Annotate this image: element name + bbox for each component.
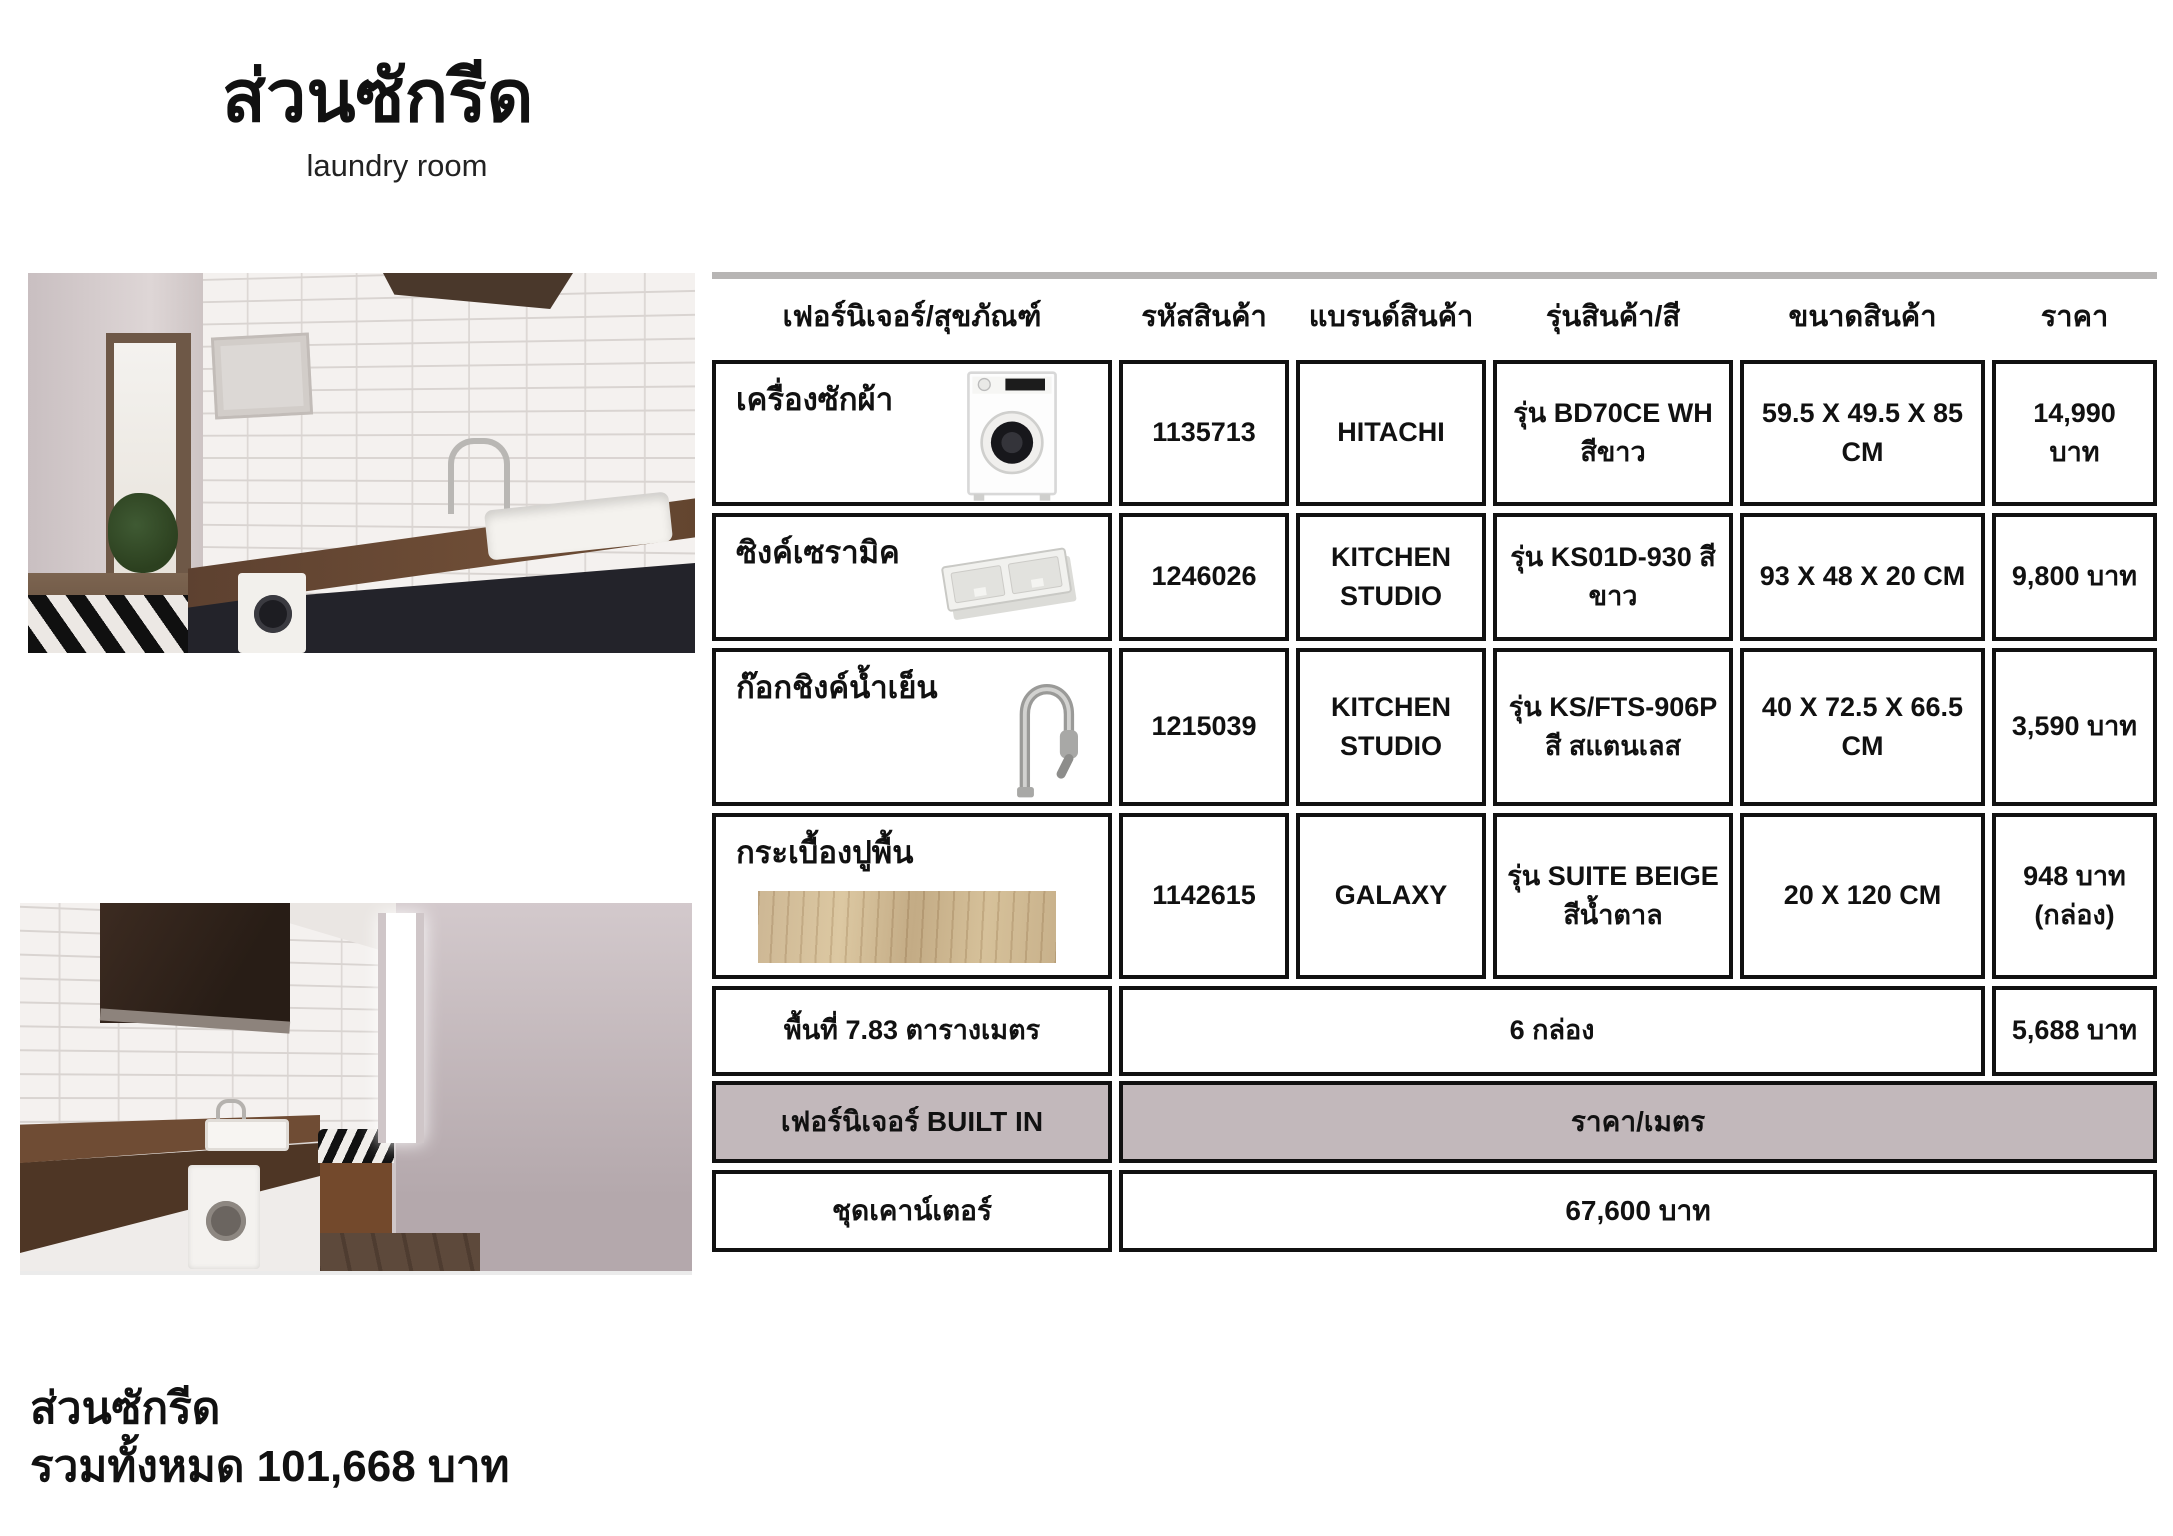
totals-block [30, 1380, 510, 1496]
table-top-bar [712, 272, 2157, 279]
price-cell: 3,590 บาท [1992, 648, 2157, 806]
plain-wall [396, 903, 692, 1271]
table-row [712, 513, 2157, 641]
ceramic-sink-image [931, 539, 1091, 636]
item-cell [712, 360, 1112, 506]
model-cell: รุ่น KS/FTS-906P สี สแตนเลส [1493, 648, 1733, 806]
sink-faucet-image [1004, 660, 1082, 811]
floor-tile-image [758, 891, 1056, 963]
size-cell: 93 X 48 X 20 CM [1740, 513, 1985, 641]
built-in-header-item: เฟอร์นิเจอร์ BUILT IN [712, 1081, 1112, 1163]
header-price: ราคา [2040, 301, 2109, 333]
window-frame [378, 913, 424, 1143]
size-cell: 40 X 72.5 X 66.5 CM [1740, 648, 1985, 806]
totals-amount: รวมทั้งหมด 101,668 บาท [30, 1442, 510, 1492]
laundry-room-photo-top [28, 273, 695, 653]
price-cell: 5,688 บาท [1992, 986, 2157, 1076]
small-sink [205, 1119, 289, 1151]
built-in-price-cell: 67,600 บาท [1119, 1170, 2157, 1252]
size-cell: 20 X 120 CM [1740, 813, 1985, 979]
model-cell: รุ่น KS01D-930 สีขาว [1493, 513, 1733, 641]
brand-cell: GALAXY [1296, 813, 1486, 979]
laundry-room-photo-bottom [20, 903, 692, 1271]
item-cell [712, 813, 1112, 979]
built-in-header-price: ราคา/เมตร [1119, 1081, 2157, 1163]
item-cell [712, 648, 1112, 806]
item-name: ก๊อกชิงค์น้ำเย็น [736, 670, 938, 705]
products-table [712, 272, 2157, 1076]
size-cell: 59.5 X 49.5 X 85 CM [1740, 360, 1985, 506]
brand-cell: KITCHEN STUDIO [1296, 513, 1486, 641]
brand-cell: HITACHI [1296, 360, 1486, 506]
table-row [712, 813, 2157, 979]
washing-machine-door [206, 1201, 246, 1241]
faucet [448, 438, 510, 514]
item-cell [712, 513, 1112, 641]
header-code: รหัสสินค้า [1141, 301, 1267, 333]
wood-basket [320, 1155, 392, 1233]
washing-machine-door [254, 595, 292, 633]
item-name: ซิงค์เซรามิค [736, 535, 900, 570]
table-row [712, 360, 2157, 506]
area-cell: พื้นที่ 7.83 ตารางเมตร [712, 986, 1112, 1076]
model-cell: รุ่น SUITE BEIGE สีน้ำตาล [1493, 813, 1733, 979]
page-title: ส่วนซักรีด [222, 57, 534, 137]
upper-cabinet [100, 903, 290, 1023]
built-in-data-row [712, 1170, 2157, 1252]
code-cell: 1142615 [1119, 813, 1289, 979]
model-cell: รุ่น BD70CE WH สีขาว [1493, 360, 1733, 506]
header-item: เฟอร์นิเจอร์/สุขภัณฑ์ [782, 301, 1042, 333]
wall-vent [211, 332, 313, 419]
header-size: ขนาดสินค้า [1788, 301, 1937, 333]
item-name: กระเบื้องปูพื้น [736, 835, 914, 870]
quantity-cell: 6 กล่อง [1119, 986, 1985, 1076]
header-brand: แบรนด์สินค้า [1308, 301, 1474, 333]
brand-cell: KITCHEN STUDIO [1296, 648, 1486, 806]
item-name: เครื่องซักผ้า [736, 382, 894, 417]
totals-section-label: ส่วนซักรีด [30, 1384, 221, 1433]
plant [108, 493, 178, 573]
code-cell: 1246026 [1119, 513, 1289, 641]
price-cell: 9,800 บาท [1992, 513, 2157, 641]
summary-row [712, 986, 2157, 1076]
built-in-header-row [712, 1081, 2157, 1163]
price-cell: 948 บาท (กล่อง) [1992, 813, 2157, 979]
products-table-header [712, 279, 2157, 353]
table-row [712, 648, 2157, 806]
price-cell: 14,990 บาท [1992, 360, 2157, 506]
code-cell: 1215039 [1119, 648, 1289, 806]
built-in-table [712, 1081, 2157, 1252]
built-in-item-cell: ชุดเคาน์เตอร์ [712, 1170, 1112, 1252]
header-model: รุ่นสินค้า/สี [1545, 301, 1681, 333]
code-cell: 1135713 [1119, 360, 1289, 506]
washing-machine-image [964, 370, 1060, 513]
page-subtitle: laundry room [306, 148, 488, 183]
